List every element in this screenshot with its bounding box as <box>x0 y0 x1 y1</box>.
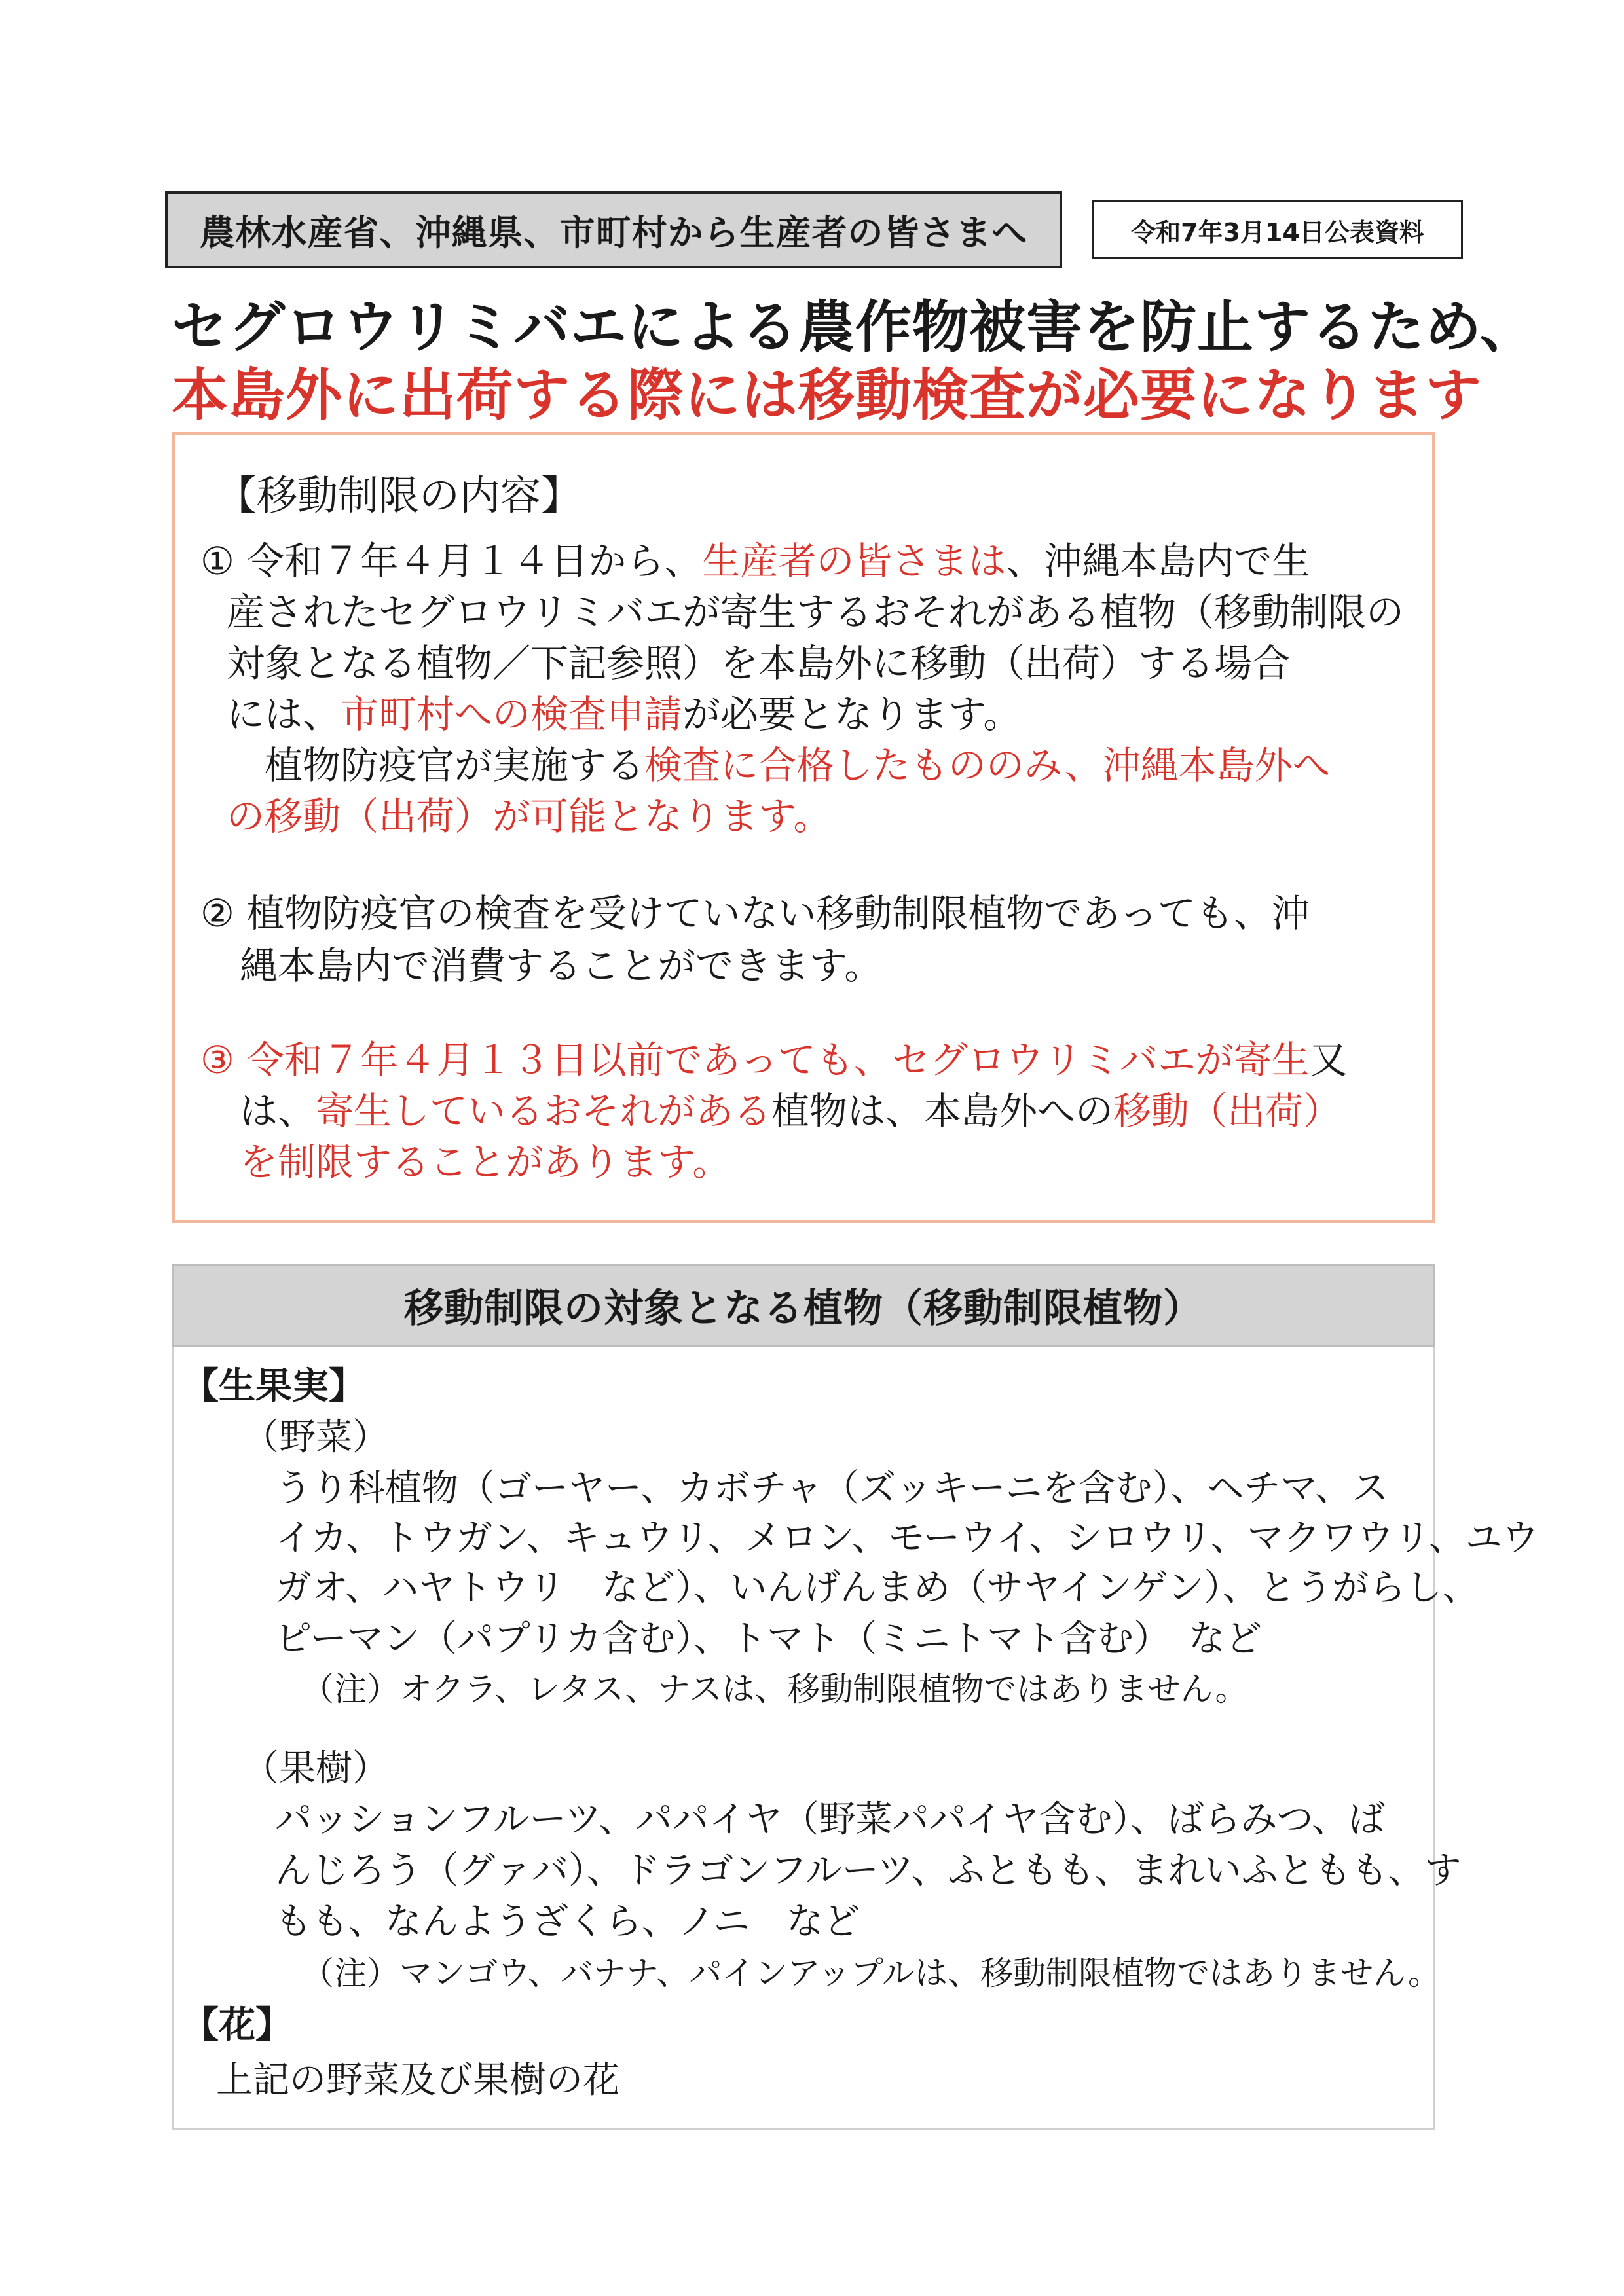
publication-date-badge <box>1092 200 1463 259</box>
item-3-emphasis: 寄生しているおそれがある <box>316 1089 772 1133</box>
item-1-line-3: 対象となる植物／下記参照）を本島外に移動（出荷）する場合 <box>227 641 1291 685</box>
vegetables-line: ガオ、ハヤトウリ など）、いんげんまめ（サヤインゲン）、とうがらし、 <box>275 1567 1479 1609</box>
fruit-trees-line: もも、なんようざくら、ノニ など <box>275 1901 860 1943</box>
flowers-label: 【花】 <box>182 2004 292 2047</box>
fruit-trees-label: （果樹） <box>242 1747 389 1790</box>
item-1-text: 植物防疫官が実施する <box>227 743 645 788</box>
item-1-text: には、 <box>227 692 341 737</box>
vegetables-line: うり科植物（ゴーヤー、カボチャ（ズッキーニを含む）、ヘチマ、ス <box>275 1467 1389 1510</box>
item-1-emphasis: 生産者の皆さまは <box>702 539 1006 583</box>
item-1-text: が必要となります。 <box>682 692 1022 737</box>
fresh-fruit-label: 【生果実】 <box>182 1365 365 1408</box>
item-1-line-5 <box>227 740 1331 791</box>
item-3-line-2 <box>240 1085 1341 1137</box>
vegetables-label: （野菜） <box>242 1416 389 1459</box>
restricted-plants-header <box>172 1264 1435 1347</box>
restriction-title: 【移動制限の内容】 <box>216 471 582 519</box>
publication-date-text: 令和7年3月14日公表資料 <box>1131 217 1424 247</box>
item-1-emphasis: 市町村への検査申請 <box>341 692 683 737</box>
flowers-description: 上記の野菜及び果樹の花 <box>216 2059 619 2102</box>
item-1-emphasis: 検査に合格したもののみ、沖縄本島外へ <box>644 743 1331 788</box>
restricted-plants-header-text: 移動制限の対象となる植物（移動制限植物） <box>404 1286 1203 1332</box>
item-1-line-2: 産されたセグロウリミバエが寄生するおそれがある植物（移動制限の <box>227 590 1405 634</box>
item-3-line-3: を制限することがあります。 <box>240 1140 731 1184</box>
audience-tag <box>165 191 1062 268</box>
item-3-text: は、 <box>240 1089 316 1133</box>
item-3-emphasis: ③ 令和７年４月１３日以前であっても、セグロウリミバエが寄生 <box>200 1038 1310 1082</box>
headline-line-1: セグロウリミバエによる農作物被害を防止するため、 <box>172 295 1537 360</box>
item-3-emphasis: 移動（出荷） <box>1113 1089 1342 1133</box>
item-3-text: 又 <box>1309 1038 1348 1082</box>
item-1-line-1 <box>200 536 1310 587</box>
fruit-trees-note: （注）マンゴウ、バナナ、パインアップルは、移動制限植物ではありません。 <box>301 1954 1441 1992</box>
item-1-line-6: の移動（出荷）が可能となります。 <box>227 794 832 839</box>
fruit-trees-line: パッションフルーツ、パパイヤ（野菜パパイヤ含む）、ばらみつ、ば <box>275 1798 1386 1841</box>
item-1-line-4 <box>227 689 1021 740</box>
fruit-trees-line: んじろう（グァバ）、ドラゴンフルーツ、ふともも、まれいふともも、す <box>275 1850 1462 1892</box>
vegetables-line: イカ、トウガン、キュウリ、メロン、モーウイ、シロウリ、マクワウリ、ユウ <box>275 1517 1539 1559</box>
item-2-line-1: ② 植物防疫官の検査を受けていない移動制限植物であっても、沖 <box>200 891 1310 936</box>
audience-tag-text: 農林水産省、沖縄県、市町村から生産者の皆さまへ <box>199 211 1028 253</box>
vegetables-note: （注）オクラ、レタス、ナスは、移動制限植物ではありません。 <box>301 1670 1248 1708</box>
item-1-text: 、沖縄本島内で生 <box>1006 539 1310 583</box>
vegetables-line: ピーマン（パプリカ含む）、トマト（ミニトマト含む） など <box>275 1618 1262 1660</box>
headline-line-2: 本島外に出荷する際には移動検査が必要になります <box>172 363 1482 428</box>
item-3-line-1 <box>200 1034 1348 1085</box>
item-2-line-2: 縄本島内で消費することができます。 <box>240 943 883 988</box>
item-1-text: ① 令和７年４月１４日から、 <box>200 539 703 583</box>
item-3-text: 植物は、本島外への <box>771 1089 1114 1133</box>
